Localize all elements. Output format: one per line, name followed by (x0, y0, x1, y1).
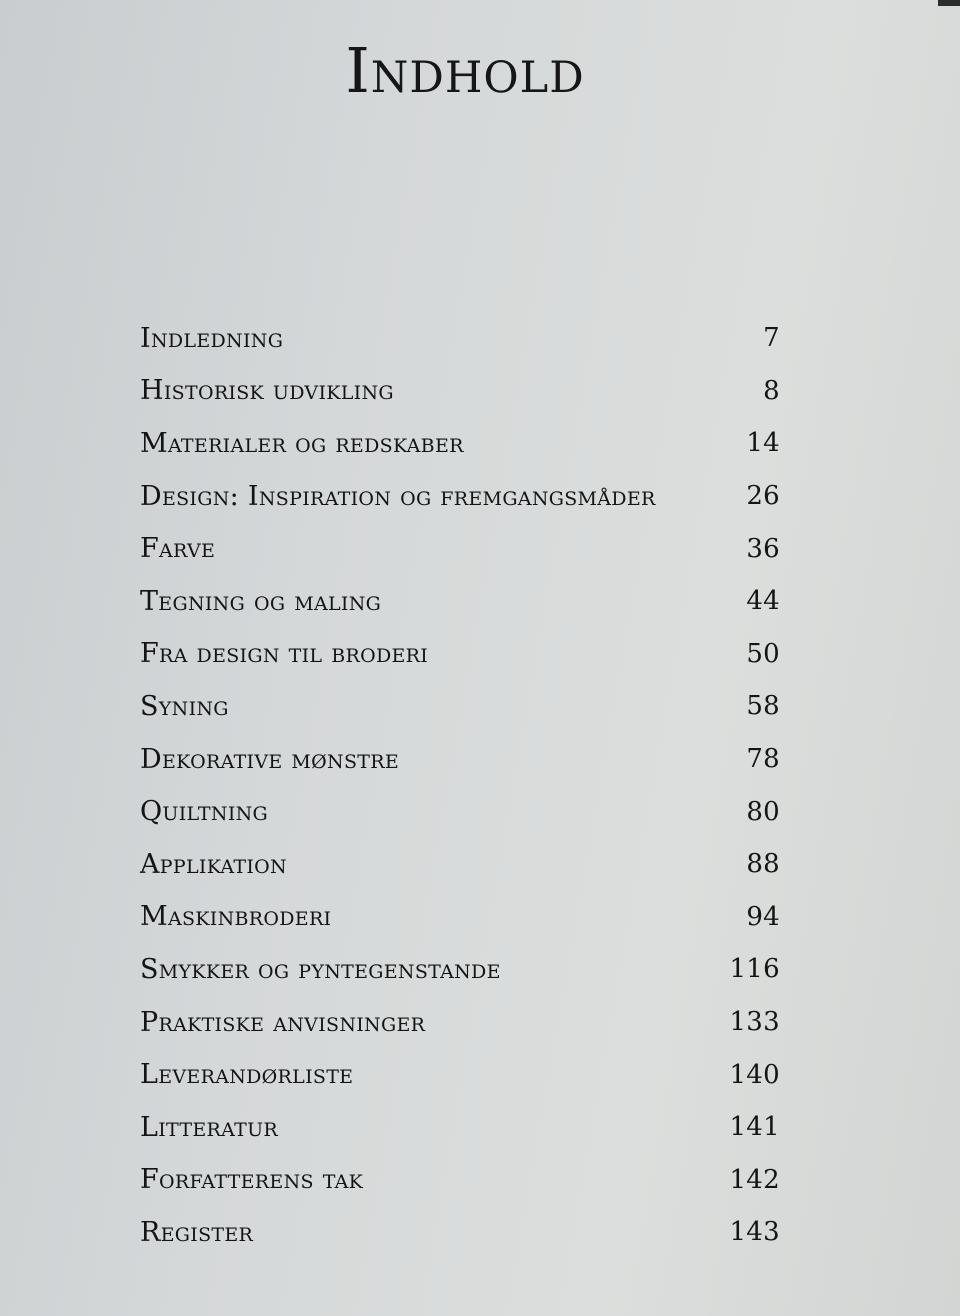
toc-entry (140, 312, 780, 365)
toc-entry-page: 7 (763, 323, 780, 354)
toc-entry (140, 785, 780, 838)
toc-entry (140, 575, 780, 628)
toc-entry-page: 133 (729, 1007, 780, 1038)
toc-entry-page: 44 (746, 586, 780, 617)
toc-entry-label: Leverandørliste (140, 1059, 354, 1091)
toc-entry-label: Maskinbroderi (140, 901, 332, 933)
toc-entry-page: 140 (729, 1059, 780, 1090)
toc-entry (140, 680, 780, 733)
toc-entry-label: Materialer og redskaber (140, 427, 464, 459)
toc-entry-label: Tegning og maling (140, 585, 382, 617)
toc-entry (140, 522, 780, 575)
page-title: Indhold (345, 34, 585, 107)
toc-entry (140, 365, 780, 418)
toc-entry (140, 470, 780, 523)
toc-entry-page: 14 (746, 428, 780, 459)
toc-entry-label: Smykker og pyntegenstande (140, 953, 501, 985)
toc-entry (140, 1101, 780, 1154)
toc-entry-page: 116 (729, 954, 780, 985)
toc-entry-page: 80 (746, 796, 780, 827)
toc-entry-page: 141 (729, 1112, 780, 1143)
toc-entry (140, 838, 780, 891)
toc-entry-page: 142 (729, 1164, 780, 1195)
toc-entry (140, 628, 780, 681)
toc-entry-page: 36 (746, 533, 780, 564)
toc-entry-label: Litteratur (140, 1111, 278, 1143)
toc-entry-label: Quiltning (140, 796, 269, 828)
toc-entry-label: Forfatterens tak (140, 1164, 364, 1196)
toc-entry-label: Applikation (140, 848, 287, 880)
toc-entry-page: 26 (746, 481, 780, 512)
toc-entry-label: Design: Inspiration og fremgangsmåder (140, 480, 656, 512)
toc-entry-page: 94 (746, 901, 780, 932)
table-of-contents (140, 312, 780, 1259)
toc-entry-label: Indledning (140, 322, 284, 354)
toc-entry-label: Fra design til broderi (140, 638, 429, 670)
toc-entry-page: 8 (763, 375, 780, 406)
toc-entry-label: Farve (140, 533, 216, 565)
toc-entry (140, 733, 780, 786)
toc-entry (140, 1206, 780, 1259)
toc-entry (140, 943, 780, 996)
toc-entry-label: Historisk udvikling (140, 375, 394, 407)
toc-entry-label: Register (140, 1216, 254, 1248)
toc-entry-page: 50 (746, 638, 780, 669)
toc-entry (140, 1048, 780, 1101)
toc-entry-page: 58 (746, 691, 780, 722)
toc-entry (140, 417, 780, 470)
toc-entry-page: 143 (729, 1217, 780, 1248)
toc-entry-label: Praktiske anvisninger (140, 1006, 426, 1038)
toc-entry-label: Dekorative mønstre (140, 743, 400, 775)
toc-entry-label: Syning (140, 690, 229, 722)
toc-entry (140, 1154, 780, 1207)
toc-entry (140, 996, 780, 1049)
toc-entry-page: 78 (746, 744, 780, 775)
toc-entry (140, 891, 780, 944)
page-edge (938, 0, 960, 6)
toc-entry-page: 88 (746, 849, 780, 880)
